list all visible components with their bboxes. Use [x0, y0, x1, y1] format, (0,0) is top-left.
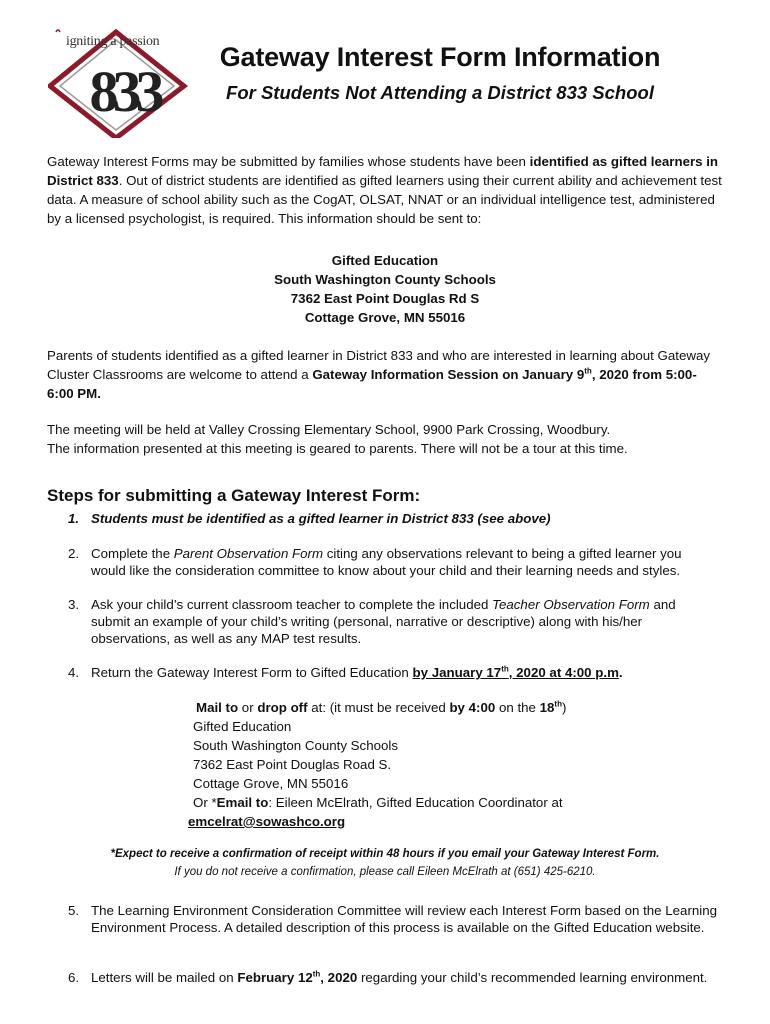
- confirmation-followup: If you do not receive a confirmation, please call Eileen McElrath at (651) 425-6210.: [174, 866, 596, 878]
- logo-tagline: igniting a passion: [66, 34, 160, 49]
- mail-address-line: South Washington County Schools: [193, 738, 398, 753]
- email-link[interactable]: emcelrat@sowashco.org: [188, 814, 346, 829]
- email-recipient: : Eileen McElrath, Gifted Education Coordinator at: [268, 795, 563, 810]
- mail-text: or: [238, 700, 258, 715]
- step-6: [68, 969, 718, 986]
- mail-text: at: (it must be received: [307, 700, 450, 715]
- step-number: 3.: [68, 597, 80, 612]
- address-line: 7362 East Point Douglas Rd S: [290, 291, 480, 306]
- mail-to-label: Mail to: [196, 700, 239, 715]
- letters-date-sup: th: [312, 969, 321, 979]
- meeting-note: The information presented at this meeting is geared to parents. There will not be a tour at this time.: [47, 441, 628, 456]
- address-line: South Washington County Schools: [274, 272, 496, 287]
- district-logo: [48, 26, 188, 138]
- step-number: 1.: [68, 511, 80, 526]
- step-number: 4.: [68, 665, 80, 680]
- intro-text: Gateway Interest Forms may be submitted by families whose students have been: [47, 154, 530, 169]
- mail-day-sup: th: [554, 699, 562, 709]
- session-date-sup: th: [584, 366, 592, 376]
- step-text: The Learning Environment Consideration Committee will review each Interest Form based on the Learning Environment Process. A detailed description of this process is available on the Gifted Education website.: [91, 903, 718, 935]
- step-text-cont: and submit an example of your child’s writing (personal, narrative or descriptive) along with his/her observations, as well as any MAP test results.: [91, 597, 676, 646]
- mail-text: ): [561, 700, 567, 715]
- mail-address-line: 7362 East Point Douglas Road S.: [193, 757, 392, 772]
- address-line: Gifted Education: [331, 253, 439, 268]
- intro-text-cont: . Out of district students are identified as gifted learners using their current ability and achievement test data. A measure of school ability such as the CogAT, OLSAT, NNAT or an individual intelligence test, administered by a licensed psychologist, is required. This information should be sent to:: [47, 173, 722, 226]
- session-text: Parents of students identified as a gifted learner in District 833 and who are interested in learning about Gateway Cluster Classrooms are welcome to attend a: [47, 348, 711, 382]
- step-text: Ask your child’s current classroom teacher to complete the included: [91, 597, 493, 612]
- step-number: 5.: [68, 903, 80, 918]
- mail-text: on the: [495, 700, 540, 715]
- email-prefix: Or *: [193, 795, 217, 810]
- step-text-cont: regarding your child’s recommended learning environment.: [357, 970, 708, 985]
- mail-time: by 4:00: [449, 700, 496, 715]
- confirmation-note: *Expect to receive a confirmation of receipt within 48 hours if you email your Gateway Interest Form.: [110, 848, 660, 860]
- session-time: , 2020 from 5:00-6:00 PM.: [47, 367, 697, 401]
- step-text: Letters will be mailed on: [91, 970, 238, 985]
- step-4: [68, 664, 718, 681]
- page-subtitle: For Students Not Attending a District 833 School: [226, 82, 654, 103]
- step-1: [68, 510, 718, 527]
- address-line: Cottage Grove, MN 55016: [304, 310, 466, 325]
- step-text: Students must be identified as a gifted learner in District 833 (see above): [91, 511, 551, 526]
- session-date: Gateway Information Session on January 9: [312, 367, 585, 382]
- letters-year: , 2020: [320, 970, 358, 985]
- intro-emphasis: identified as gifted learners in District 833: [47, 154, 719, 188]
- drop-off-label: drop off: [257, 700, 308, 715]
- mail-block: [188, 698, 693, 831]
- step-2: [68, 545, 718, 579]
- step-text: Return the Gateway Interest Form to Gifted Education: [91, 665, 413, 680]
- meeting-paragraph: [47, 420, 722, 458]
- parent-observation-form-name: Parent Observation Form: [173, 546, 324, 561]
- letters-date: February 12: [237, 970, 313, 985]
- deadline-date: by January 17: [412, 665, 502, 680]
- page-title: Gateway Interest Form Information: [219, 42, 661, 72]
- step-5: [68, 902, 718, 936]
- address-block: [0, 251, 770, 327]
- steps-heading: Steps for submitting a Gateway Interest Form:: [47, 486, 421, 505]
- step-3: [68, 596, 718, 647]
- mail-address-line: Cottage Grove, MN 55016: [193, 776, 349, 791]
- step-number: 2.: [68, 546, 80, 561]
- step-number: 6.: [68, 970, 80, 985]
- step-period: .: [618, 665, 623, 680]
- session-paragraph: [47, 346, 722, 403]
- meeting-location: The meeting will be held at Valley Crossing Elementary School, 9900 Park Crossing, Woodbury.: [47, 422, 611, 437]
- deadline-sup: th: [501, 664, 509, 674]
- mail-day: 18: [539, 700, 555, 715]
- step-text: Complete the: [91, 546, 174, 561]
- step-text-cont: citing any observations relevant to being a gifted learner you would like the consideration committee to know about your child and their learning needs and styles.: [91, 546, 682, 578]
- intro-paragraph: [47, 152, 722, 228]
- mail-address-line: Gifted Education: [193, 719, 292, 734]
- teacher-observation-form-name: Teacher Observation Form: [492, 597, 650, 612]
- deadline-time: , 2020 at 4:00 p.m: [508, 665, 619, 680]
- email-label: Email to: [216, 795, 269, 810]
- logo-number: 833: [89, 59, 159, 124]
